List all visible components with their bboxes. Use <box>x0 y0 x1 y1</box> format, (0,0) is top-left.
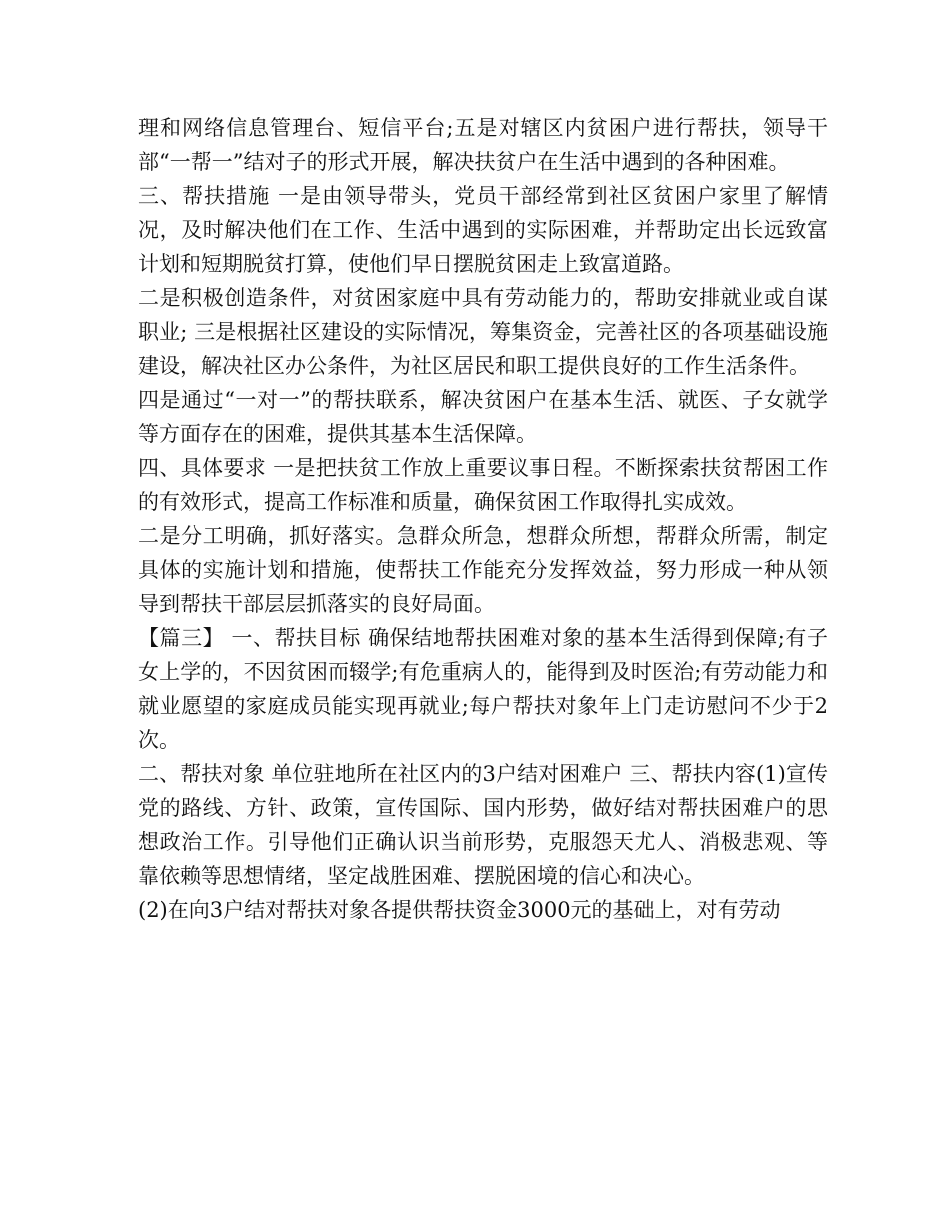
paragraph-8: 二、帮扶对象 单位驻地所在社区内的3户结对困难户 三、帮扶内容(1)宣传党的路线、方针、政策，宣传国际、国内形势，做好结对帮扶困难户的思想政治工作。引导他们正确认识当前形势，克服怨天尤人、消极悲观、等靠依赖等思想情绪，坚定战胜困难、摆脱困境的信心和决心。 <box>138 762 828 888</box>
paragraph-7: 【篇三】 一、帮扶目标 确保结地帮扶困难对象的基本生活得到保障;有子女上学的，不因贫困而辍学;有危重病人的，能得到及时医治;有劳动能力和就业愿望的家庭成员能实现再就业;每户帮扶对象年上门走访慰问不少于2次。 <box>138 626 828 752</box>
paragraph-6: 二是分工明确，抓好落实。急群众所急，想群众所想，帮群众所需，制定具体的实施计划和措施，使帮扶工作能充分发挥效益，努力形成一种从领导到帮扶干部层层抓落实的良好局面。 <box>138 524 828 616</box>
paragraph-4: 四是通过“一对一”的帮扶联系，解决贫困户在基本生活、就医、子女就学等方面存在的困难，提供其基本生活保障。 <box>138 388 828 446</box>
paragraph-5: 四、具体要求 一是把扶贫工作放上重要议事日程。不断探索扶贫帮困工作的有效形式，提高工作标准和质量，确保贫困工作取得扎实成效。 <box>138 456 828 514</box>
paragraph-1: 理和网络信息管理台、短信平台;五是对辖区内贫困户进行帮扶，领导干部“一帮一”结对子的形式开展，解决扶贫户在生活中遇到的各种困难。 <box>138 116 828 174</box>
paragraph-9: (2)在向3户结对帮扶对象各提供帮扶资金3000元的基础上，对有劳动 <box>138 898 781 922</box>
paragraph-3: 二是积极创造条件，对贫困家庭中具有劳动能力的，帮助安排就业或自谋职业; 三是根据社区建设的实际情况，筹集资金，完善社区的各项基础设施建设，解决社区办公条件，为社区居民和职工提供良好的工作生活条件。 <box>138 286 828 378</box>
paragraph-2: 三、帮扶措施 一是由领导带头，党员干部经常到社区贫困户家里了解情况，及时解决他们在工作、生活中遇到的实际困难，并帮助定出长远致富计划和短期脱贫打算，使他们早日摆脱贫困走上致富道路。 <box>138 184 828 276</box>
document-body <box>138 111 828 927</box>
